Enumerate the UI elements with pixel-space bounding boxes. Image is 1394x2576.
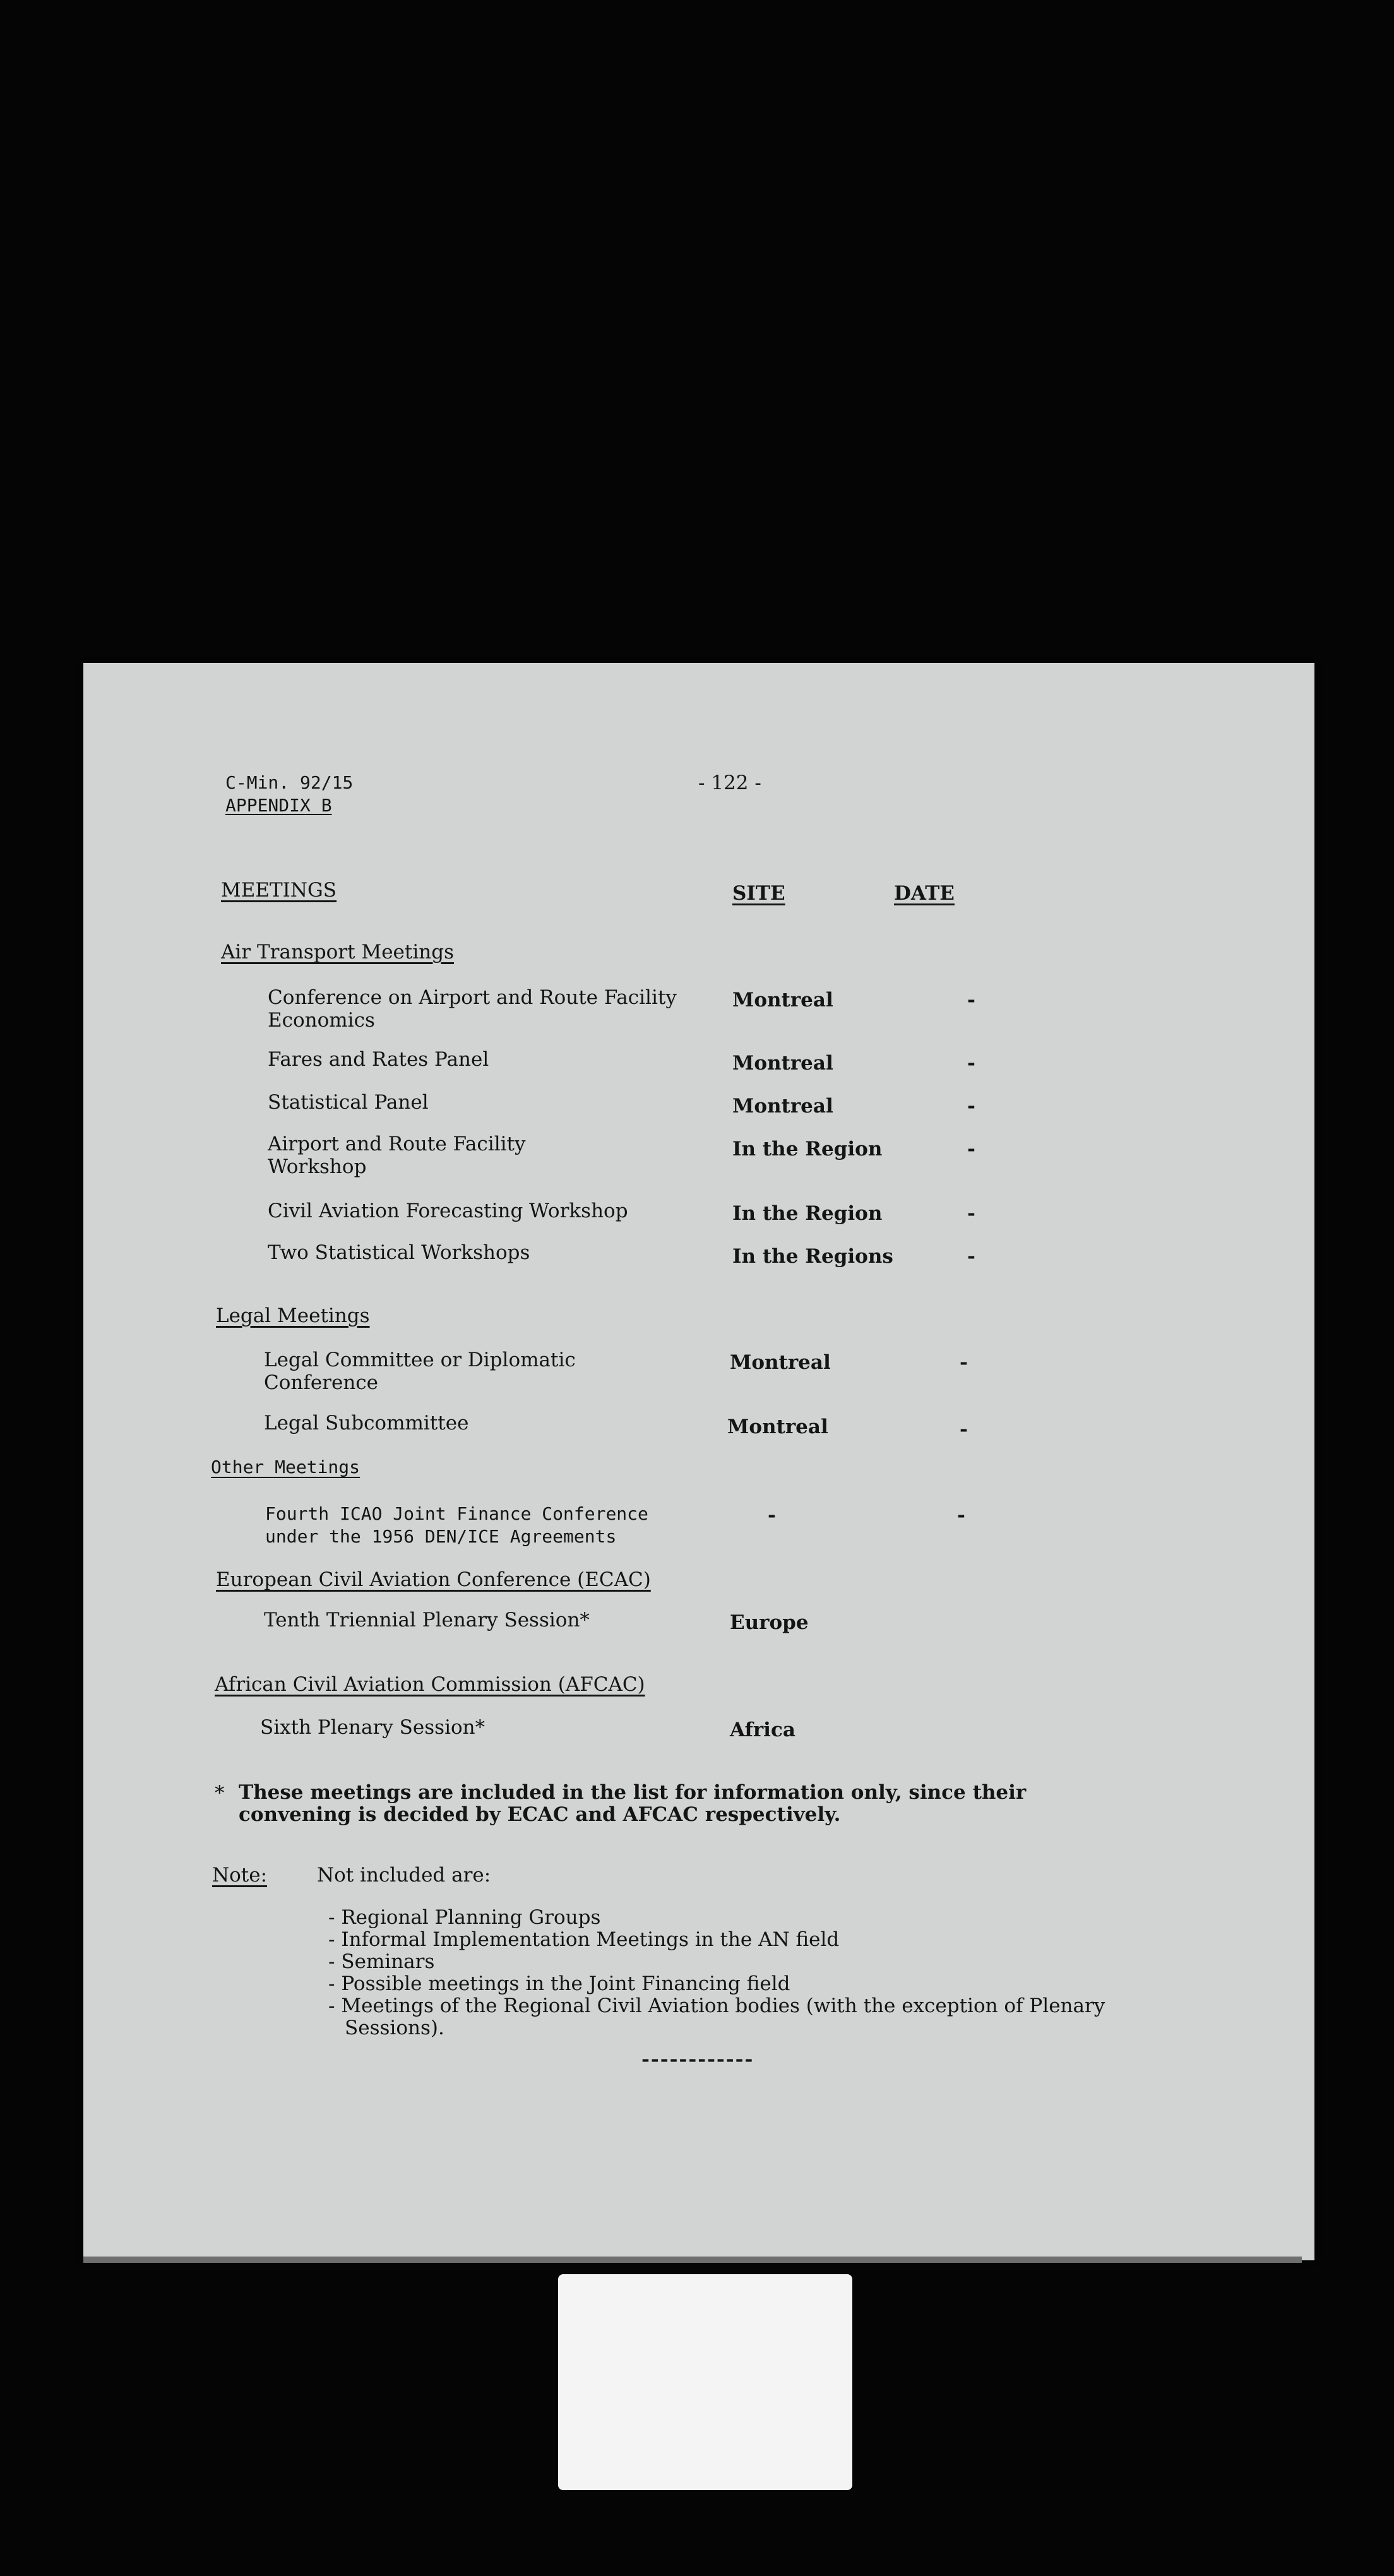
meeting-name: Sixth Plenary Session*: [260, 1716, 486, 1739]
date-column-heading: DATE: [894, 882, 955, 905]
blank-card: [558, 2274, 852, 2490]
section-title-legal: Legal Meetings: [216, 1304, 370, 1327]
section-title-air-transport: Air Transport Meetings: [221, 941, 454, 963]
meeting-date: -: [967, 1052, 975, 1075]
meeting-date: -: [967, 989, 975, 1011]
note-list-item: - Meetings of the Regional Civil Aviation bodies (with the exception of Plenary Sessions).: [328, 1995, 1105, 2039]
meeting-site: In the Region: [732, 1202, 883, 1225]
meeting-site: In the Region: [732, 1138, 883, 1160]
page-bottom-edge: [83, 2257, 1302, 2263]
meeting-site: Europe: [730, 1611, 809, 1634]
note-intro: Not included are:: [317, 1864, 491, 1887]
meeting-name: Two Statistical Workshops: [268, 1241, 530, 1264]
footnote-text: These meetings are included in the list for information only, since their convening is decided by ECAC and AFCAC respectively.: [239, 1781, 1027, 1826]
meeting-site: Africa: [730, 1719, 795, 1741]
section-title-afcac: African Civil Aviation Commission (AFCAC): [215, 1673, 645, 1696]
meeting-site: -: [768, 1504, 776, 1527]
meeting-site: Montreal: [732, 989, 833, 1011]
section-title-ecac: European Civil Aviation Conference (ECAC): [216, 1568, 651, 1591]
note-list-item: - Seminars: [328, 1950, 435, 1973]
meeting-date: -: [967, 1138, 975, 1160]
meeting-site: In the Regions: [732, 1245, 893, 1268]
meeting-name: Fourth ICAO Joint Finance Conference under the 1956 DEN/ICE Agreements: [265, 1503, 648, 1547]
meeting-name: Civil Aviation Forecasting Workshop: [268, 1200, 628, 1222]
meeting-date: -: [960, 1351, 968, 1374]
meeting-name: Conference on Airport and Route Facility Economics: [268, 986, 677, 1032]
appendix-label: APPENDIX B: [225, 795, 332, 816]
meeting-name: Tenth Triennial Plenary Session*: [264, 1609, 590, 1631]
meeting-name: Fares and Rates Panel: [268, 1048, 489, 1071]
meeting-site: Montreal: [730, 1351, 831, 1374]
meeting-date: -: [957, 1504, 965, 1527]
footnote-marker: *: [215, 1782, 225, 1804]
section-title-other: Other Meetings: [211, 1457, 360, 1477]
meeting-date: -: [967, 1202, 975, 1225]
meeting-name: Legal Subcommittee: [264, 1412, 469, 1434]
meeting-date: -: [967, 1095, 975, 1118]
meetings-column-heading: MEETINGS: [221, 879, 337, 902]
note-label: Note:: [212, 1864, 268, 1887]
page-number: - 122 -: [698, 772, 761, 794]
end-rule: ------------: [641, 2048, 754, 2071]
site-column-heading: SITE: [732, 882, 785, 905]
document-reference: C-Min. 92/15: [225, 772, 354, 793]
note-list-item: - Informal Implementation Meetings in the AN field: [328, 1928, 840, 1951]
meeting-name: Statistical Panel: [268, 1091, 429, 1114]
meeting-date: -: [960, 1418, 968, 1441]
note-list-item: - Possible meetings in the Joint Financing field: [328, 1972, 790, 1995]
meeting-site: Montreal: [727, 1416, 828, 1438]
meeting-name: Airport and Route Facility Workshop: [268, 1133, 526, 1178]
meeting-date: -: [967, 1245, 975, 1268]
meeting-name: Legal Committee or Diplomatic Conference: [264, 1349, 576, 1394]
meeting-site: Montreal: [732, 1052, 833, 1075]
note-list-item: - Regional Planning Groups: [328, 1906, 601, 1929]
meeting-site: Montreal: [732, 1095, 833, 1118]
